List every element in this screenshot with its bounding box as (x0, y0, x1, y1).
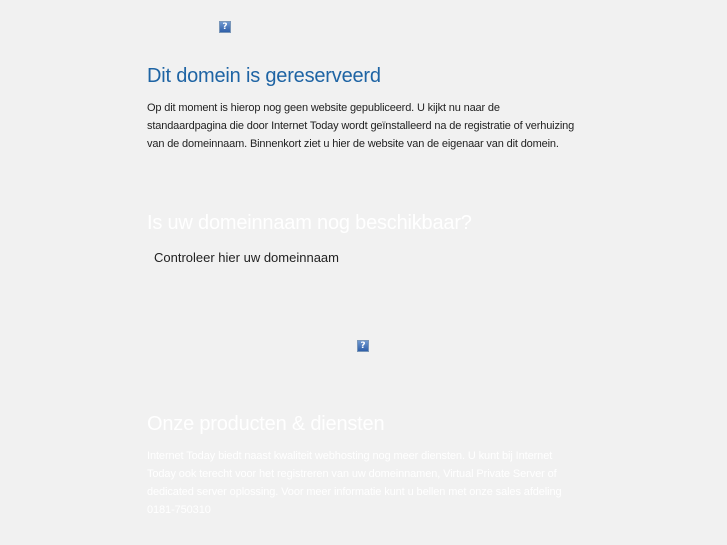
products-heading: Onze producten & diensten (147, 413, 385, 435)
broken-image-icon[interactable]: ? (357, 340, 369, 352)
products-paragraph: Internet Today biedt naast kwaliteit webhosting nog meer diensten. U kunt bij Internet Today ook terecht voor het registreren van uw domeinnamen, Virtual Private Server of dedicated server oplossing. Voor meer informatie kunt u bellen met onze sales afdeling 0181-750310 (147, 450, 562, 516)
page-title: Dit domein is gereserveerd (147, 65, 381, 87)
broken-image-icon: ? (219, 21, 231, 33)
intro-paragraph: Op dit moment is hierop nog geen website gepubliceerd. U kijkt nu naar de standaardpagina die door Internet Today wordt geïnstalleerd na de registratie of verhuizing van de domeinnaam. Binnenkort ziet u hier de website van de eigenaar van dit domein. (147, 102, 575, 150)
check-domain-link[interactable]: Controleer hier uw domeinnaam (154, 250, 339, 265)
availability-heading: Is uw domeinnaam nog beschikbaar? (147, 212, 472, 234)
